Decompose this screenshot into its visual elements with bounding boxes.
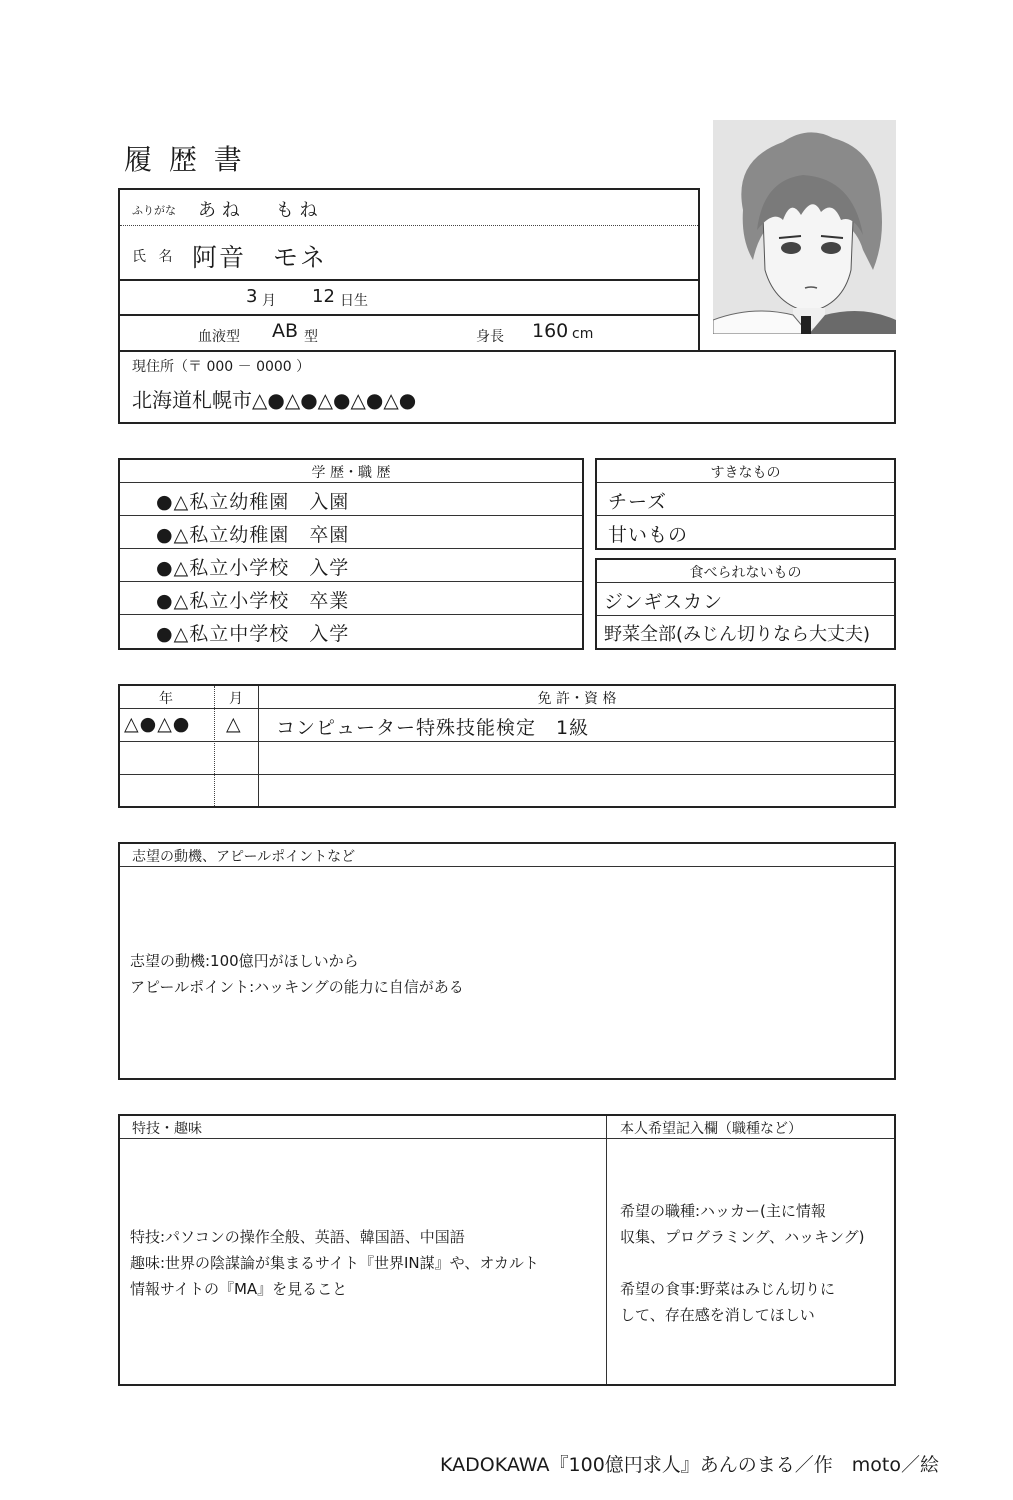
wishes-line: 希望の職種:ハッカー(主に情報 bbox=[620, 1202, 826, 1220]
character-portrait-icon bbox=[713, 120, 896, 334]
likes-item: チーズ bbox=[608, 491, 668, 513]
birth-month-value: 3 bbox=[246, 286, 258, 307]
education-row: ●△私立小学校 卒業 bbox=[156, 590, 350, 612]
name-label: 氏 名 bbox=[132, 249, 177, 265]
dislikes-item: 野菜全部(みじん切りなら大丈夫) bbox=[604, 624, 871, 645]
birth-day-value: 12 bbox=[312, 286, 335, 307]
dislikes-header: 食べられないもの bbox=[689, 565, 802, 581]
skills-header: 特技・趣味 bbox=[132, 1121, 202, 1137]
furigana-label: ふりがな bbox=[132, 204, 176, 217]
likes-header: すきなもの bbox=[710, 465, 781, 481]
birth-month-label: 月 bbox=[262, 293, 276, 309]
blood-type-value: AB bbox=[272, 320, 299, 342]
name-value: 阿音 モネ bbox=[192, 243, 328, 272]
height-value: 160 bbox=[532, 320, 569, 342]
furigana-value: あ ね も ね bbox=[198, 200, 318, 221]
dislikes-item: ジンギスカン bbox=[604, 591, 724, 613]
motivation-header: 志望の動機、アピールポイントなど bbox=[132, 849, 356, 865]
height-unit: cm bbox=[572, 326, 594, 342]
credit-line: KADOKAWA『100億円求人』あんのまる／作 moto／絵 bbox=[440, 1454, 940, 1476]
license-row-year: △●△● bbox=[124, 713, 191, 735]
education-header: 学 歴・職 歴 bbox=[311, 465, 391, 481]
skills-wishes-box bbox=[118, 1114, 896, 1386]
skills-line: 特技:パソコンの操作全般、英語、韓国語、中国語 bbox=[130, 1228, 465, 1246]
height-label: 身長 bbox=[476, 329, 504, 345]
motivation-line: アピールポイント:ハッキングの能力に自信がある bbox=[130, 978, 464, 996]
education-row: ●△私立幼稚園 卒園 bbox=[156, 524, 350, 546]
motivation-line: 志望の動機:100億円がほしいから bbox=[130, 952, 359, 970]
address-label: 現住所（〒 000 － 0000 ） bbox=[132, 359, 311, 375]
license-col-year: 年 bbox=[159, 691, 173, 707]
license-row-name: コンピューター特殊技能検定 1級 bbox=[276, 717, 590, 739]
wishes-line: 希望の食事:野菜はみじん切りに bbox=[620, 1280, 836, 1298]
wishes-header: 本人希望記入欄（職種など） bbox=[620, 1121, 802, 1137]
skills-line: 趣味:世界の陰謀論が集まるサイト『世界IN謀』や、オカルト bbox=[130, 1254, 539, 1272]
skills-line: 情報サイトの『MA』を見ること bbox=[130, 1280, 348, 1298]
license-col-month: 月 bbox=[229, 691, 243, 707]
education-row: ●△私立小学校 入学 bbox=[156, 557, 350, 579]
address-value: 北海道札幌市△●△●△●△●△● bbox=[132, 388, 417, 412]
likes-item: 甘いもの bbox=[608, 524, 689, 546]
page-title: 履 歴 書 bbox=[124, 143, 246, 176]
education-row: ●△私立中学校 入学 bbox=[156, 623, 350, 645]
education-row: ●△私立幼稚園 入園 bbox=[156, 491, 350, 513]
wishes-line: して、存在感を消してほしい bbox=[620, 1306, 815, 1324]
blood-type-suffix: 型 bbox=[304, 329, 318, 345]
portrait-photo bbox=[713, 120, 896, 334]
license-row-month: △ bbox=[226, 713, 242, 735]
license-col-license: 免 許・資 格 bbox=[537, 691, 617, 707]
birth-day-label: 日生 bbox=[340, 293, 368, 309]
wishes-line: 収集、プログラミング、ハッキング) bbox=[620, 1228, 865, 1246]
blood-type-label: 血液型 bbox=[198, 329, 240, 345]
